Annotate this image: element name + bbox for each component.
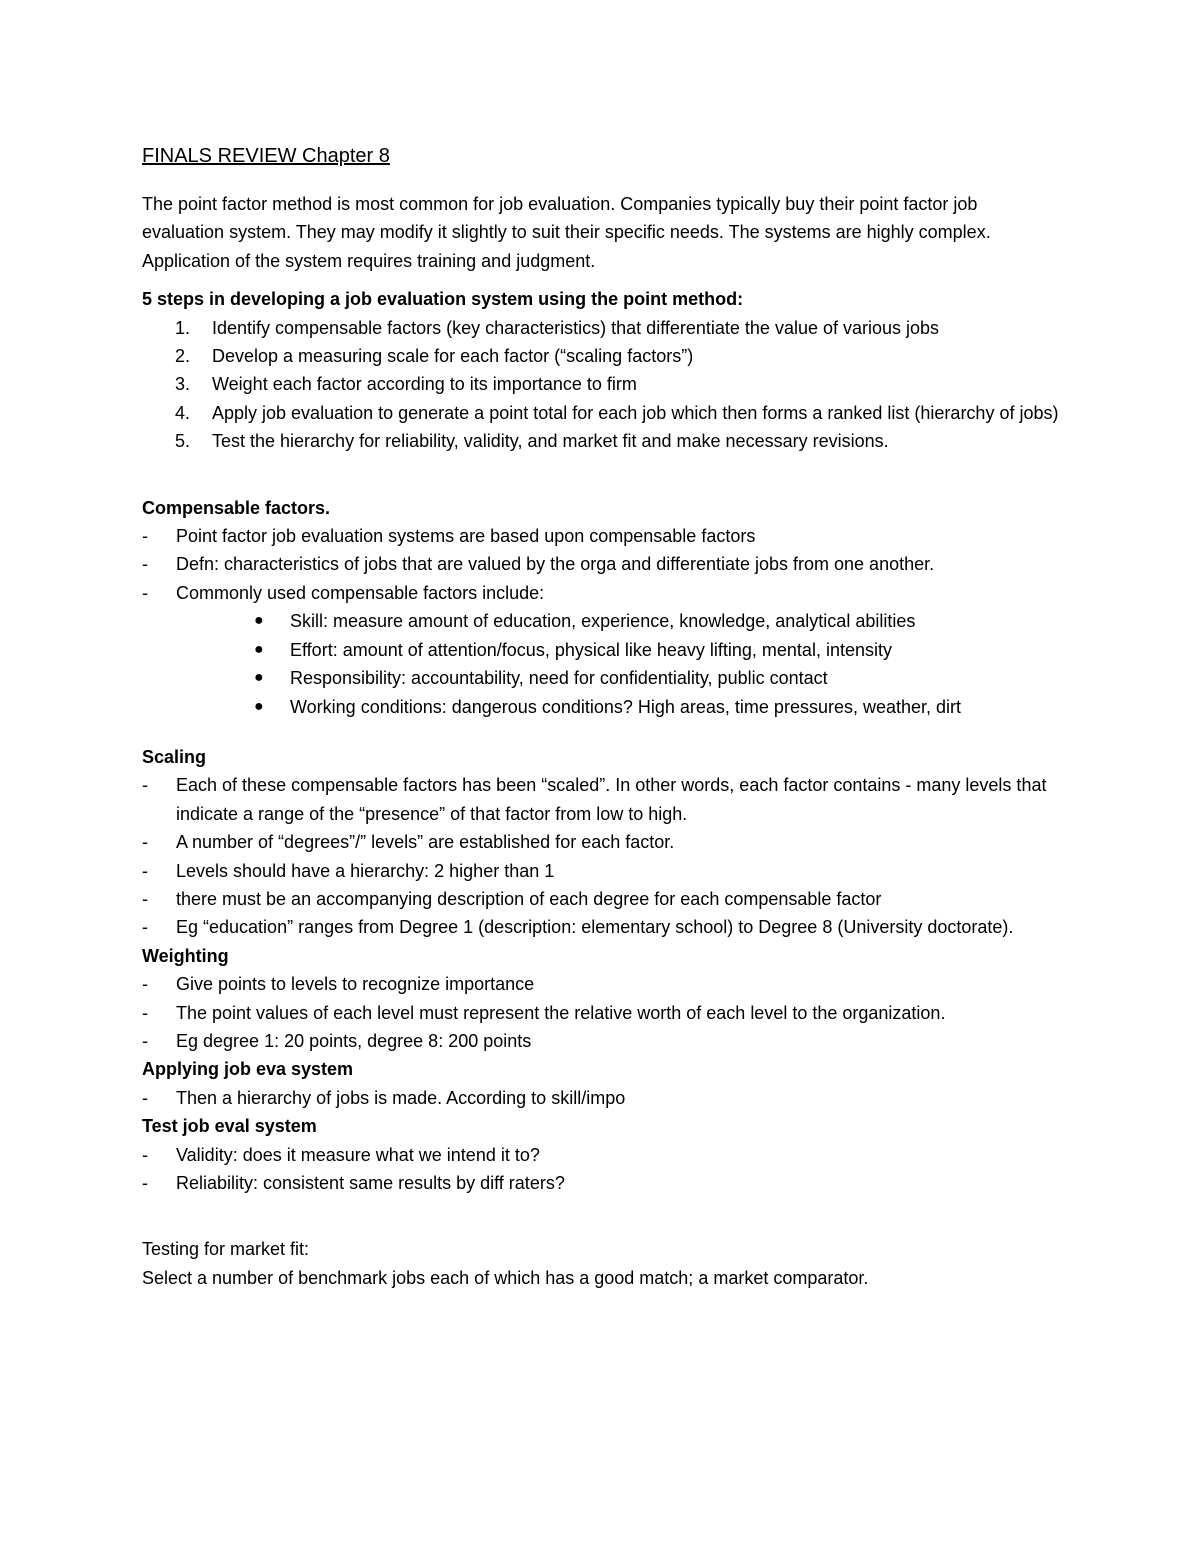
applying-heading: Applying job eva system: [142, 1059, 354, 1080]
list-item: [142, 370, 1062, 398]
step-text: Identify compensable factors (key characteristics) that differentiate the value of various jobs: [212, 317, 940, 338]
list-item: [142, 1027, 1062, 1055]
list-item: [142, 399, 1062, 427]
dash-marker: -: [142, 554, 148, 575]
bullet-icon: ●: [254, 669, 264, 687]
item-text: Eg “education” ranges from Degree 1 (description: elementary school) to Degree 8 (University doctorate).: [176, 917, 1014, 938]
testing-list: [142, 1141, 1062, 1198]
bullet-icon: ●: [254, 640, 264, 658]
dash-marker: -: [142, 974, 148, 995]
dash-marker: -: [142, 582, 148, 603]
step-text: Develop a measuring scale for each factor (“scaling factors”): [212, 346, 694, 367]
list-item: [142, 1141, 1062, 1169]
bullet-text: Skill: measure amount of education, experience, knowledge, analytical abilities: [290, 611, 916, 632]
list-item: [142, 427, 1062, 455]
page-title: FINALS REVIEW Chapter 8: [142, 145, 390, 167]
item-text: Reliability: consistent same results by diff raters?: [176, 1173, 565, 1193]
list-item: [142, 314, 1062, 342]
dash-marker: -: [142, 1144, 148, 1165]
dash-marker: -: [142, 832, 148, 853]
item-text: Commonly used compensable factors include:: [176, 582, 545, 603]
step-text: Weight each factor according to its importance to firm: [212, 374, 637, 395]
list-item: [142, 607, 1062, 635]
dash-marker: -: [142, 917, 148, 938]
item-text: Eg degree 1: 20 points, degree 8: 200 points: [176, 1030, 532, 1051]
dash-marker: -: [142, 888, 148, 909]
item-text: Point factor job evaluation systems are based upon compensable factors: [176, 526, 756, 547]
list-item: [142, 1169, 1062, 1197]
list-item: [142, 999, 1062, 1027]
item-text: A number of “degrees”/” levels” are established for each factor.: [176, 832, 675, 853]
list-item: [142, 885, 1062, 913]
item-text: Defn: characteristics of jobs that are valued by the orga and differentiate jobs from one another.: [176, 554, 935, 575]
bullet-text: Responsibility: accountability, need for confidentiality, public contact: [290, 668, 828, 689]
bullet-text: Effort: amount of attention/focus, physical like heavy lifting, mental, intensity: [290, 639, 892, 660]
list-item: [142, 550, 1062, 578]
weighting-heading: Weighting: [142, 945, 229, 966]
dash-marker: -: [142, 775, 148, 796]
step-number: 5.: [175, 431, 191, 452]
step-number: 4.: [175, 402, 191, 423]
document-page: [142, 140, 1062, 1292]
step-text: Test the hierarchy for reliability, validity, and market fit and make necessary revisions.: [212, 431, 889, 452]
bullet-icon: ●: [254, 612, 264, 630]
bullet-icon: ●: [254, 697, 264, 715]
weighting-list: [142, 970, 1062, 1055]
testing-heading: Test job eval system: [142, 1116, 317, 1137]
factor-bullets: [142, 607, 1062, 721]
list-item: [142, 828, 1062, 856]
steps-heading: 5 steps in developing a job evaluation system using the point method:: [142, 289, 744, 310]
dash-marker: -: [142, 1173, 148, 1193]
market-fit-text: Select a number of benchmark jobs each of which has a good match; a market comparator.: [142, 1267, 869, 1288]
applying-list: [142, 1084, 1062, 1112]
item-text: Give points to levels to recognize importance: [176, 974, 535, 995]
list-item: [142, 342, 1062, 370]
bullet-text: Working conditions: dangerous conditions? High areas, time pressures, weather, dirt: [290, 696, 962, 717]
item-text: Then a hierarchy of jobs is made. According to skill/impo: [176, 1087, 626, 1108]
dash-marker: -: [142, 1030, 148, 1051]
item-text: The point values of each level must represent the relative worth of each level to the organization.: [176, 1002, 946, 1023]
dash-marker: -: [142, 526, 148, 547]
list-item: [142, 636, 1062, 664]
step-text: Apply job evaluation to generate a point total for each job which then forms a ranked list (hierarchy of jobs): [212, 402, 1059, 423]
list-item: [142, 970, 1062, 998]
list-item: [142, 579, 1062, 607]
item-text: Each of these compensable factors has been “scaled”. In other words, each factor contains - many levels that indicate a range of the “presence” of that factor from low to high.: [176, 775, 1047, 824]
item-text: Levels should have a hierarchy: 2 higher than 1: [176, 860, 555, 881]
list-item: [142, 1084, 1062, 1112]
compensable-list: [142, 522, 1062, 607]
intro-paragraph: The point factor method is most common for job evaluation. Companies typically buy their point factor job evaluation system. They may modify it slightly to suit their specific needs. The systems are highly complex. Application of the system requires training and judgment.: [142, 194, 991, 271]
scaling-list: [142, 771, 1062, 941]
item-text: there must be an accompanying description of each degree for each compensable factor: [176, 888, 882, 909]
step-number: 2.: [175, 346, 191, 367]
list-item: [142, 664, 1062, 692]
list-item: [142, 693, 1062, 721]
item-text: Validity: does it measure what we intend it to?: [176, 1144, 540, 1165]
list-item: [142, 913, 1062, 941]
scaling-heading: Scaling: [142, 746, 207, 767]
dash-marker: -: [142, 860, 148, 881]
list-item: [142, 522, 1062, 550]
step-number: 3.: [175, 374, 191, 395]
market-fit-label: Testing for market fit:: [142, 1239, 310, 1260]
steps-list: [142, 314, 1062, 456]
dash-marker: -: [142, 1087, 148, 1108]
step-number: 1.: [175, 317, 191, 338]
dash-marker: -: [142, 1002, 148, 1023]
list-item: [142, 857, 1062, 885]
list-item: [142, 771, 1062, 828]
compensable-heading: Compensable factors.: [142, 497, 331, 518]
